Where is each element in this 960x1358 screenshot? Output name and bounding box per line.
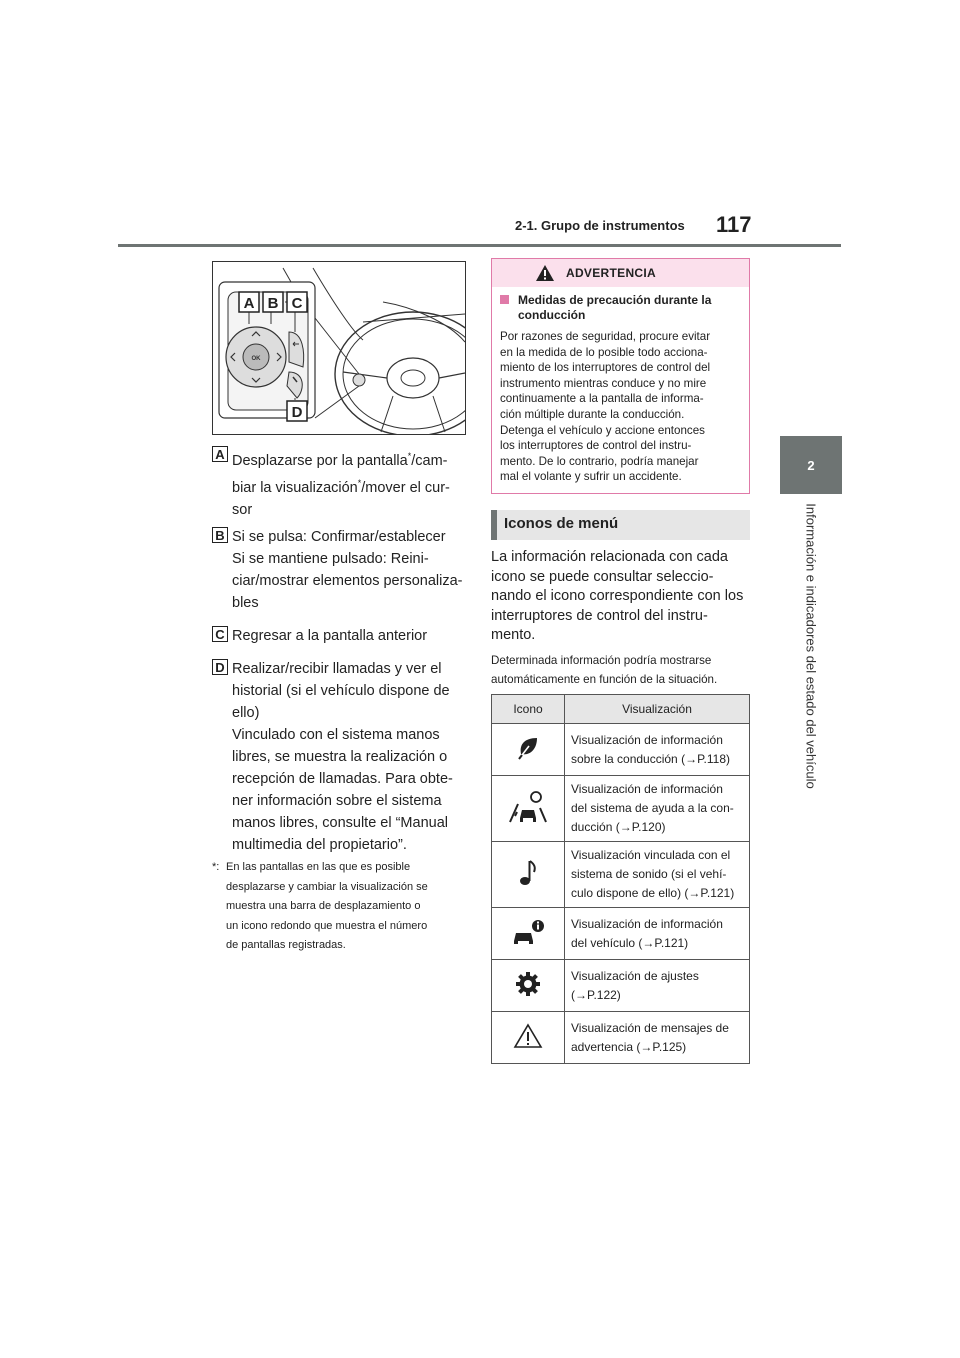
footnote: *: En las pantallas en las que es posible desplazarse y cambiar la visualización se muestra una barra de desplazamiento o un icono redondo que muestra el número de pantallas registradas. bbox=[212, 858, 474, 956]
header-divider bbox=[118, 244, 841, 247]
callout-a: A bbox=[243, 295, 255, 312]
gear-icon bbox=[515, 971, 541, 997]
warning-title: ADVERTENCIA bbox=[566, 266, 656, 280]
menu-icons-table bbox=[491, 694, 750, 1064]
label-b: B bbox=[212, 527, 228, 543]
label-a: A bbox=[212, 446, 228, 462]
item-d-description: Realizar/recibir llamadas y ver el historial (si el vehículo dispone de ello) Vinculado con el sistema manos libres, se muestra la realización o recepción de llamadas. Para obte- ner información sobre el sistema manos libres, consulte el “Manual multimedia del propietario”. bbox=[232, 661, 453, 853]
callout-b: B bbox=[267, 295, 279, 312]
item-c-description: Regresar a la pantalla anterior bbox=[232, 628, 428, 644]
callout-c: C bbox=[291, 295, 303, 312]
warning-box bbox=[491, 258, 750, 494]
warning-subtitle: Medidas de precaución durante la conducción bbox=[500, 293, 740, 323]
menu-intro: La información relacionada con cada icono se puede consultar seleccio- nando el icono correspondiente con los interruptores de control del instru- mento. bbox=[491, 549, 744, 643]
section-title: 2-1. Grupo de instrumentos bbox=[515, 218, 685, 233]
table-row: Visualización de información del sistema de ayuda a la con- ducción (→P.120) bbox=[492, 776, 750, 842]
table-header-row bbox=[492, 695, 750, 724]
leaf-icon bbox=[517, 736, 539, 760]
label-c: C bbox=[212, 626, 228, 642]
ok-label: OK bbox=[251, 356, 261, 362]
footnote-mark: *: bbox=[212, 861, 220, 873]
vehicle-info-icon bbox=[511, 919, 545, 945]
table-row: Visualización de mensajes de advertencia (→P.125) bbox=[492, 1012, 750, 1064]
table-row: Visualización de información sobre la conducción (→P.118) bbox=[492, 724, 750, 776]
table-row: Visualización de ajustes (→P.122) bbox=[492, 960, 750, 1012]
bullet-square-icon bbox=[500, 295, 509, 304]
warning-body: Por razones de seguridad, procure evitar en la medida de lo posible todo acciona- miento de los interruptores de control del instrumento mientras conduce y no mire continuamente a la pantalla de informa- ción múltiple durante la conducción. Detenga el vehículo y accione entonces los interruptores de control del instru- mento. De lo contrario, podría manejar mal el volante y sufrir un accidente. bbox=[500, 330, 711, 484]
column-header-display: Visualización bbox=[565, 695, 750, 724]
menu-icons-heading: Iconos de menú bbox=[491, 510, 750, 540]
page-number: 117 bbox=[716, 212, 752, 237]
warning-header bbox=[492, 259, 749, 287]
column-header-icon: Icono bbox=[492, 695, 565, 724]
warning-triangle-icon bbox=[513, 1023, 543, 1049]
steering-wheel-icon bbox=[213, 262, 466, 435]
chapter-tab: 2 bbox=[780, 436, 842, 494]
music-note-icon bbox=[518, 859, 538, 887]
table-row: Visualización vinculada con el sistema de sonido (si el vehí- culo dispone de ello) (→P.121) bbox=[492, 842, 750, 908]
menu-note: Determinada información podría mostrarse automáticamente en función de la situación. bbox=[491, 654, 718, 686]
item-b-description: Si se pulsa: Confirmar/establecer Si se mantiene pulsado: Reini- ciar/mostrar elementos personaliza- bles bbox=[232, 529, 463, 611]
warning-triangle-icon bbox=[535, 264, 555, 282]
item-a-description: Desplazarse por la pantalla*/cam- biar la visualización*/mover el cur- sor bbox=[232, 451, 450, 518]
steering-switch-illustration bbox=[212, 261, 466, 435]
table-row: Visualización de información del vehículo (→P.121) bbox=[492, 908, 750, 960]
label-d: D bbox=[212, 659, 228, 675]
driving-assist-icon bbox=[508, 790, 548, 824]
chapter-title: Información e indicadores del estado del vehículo bbox=[803, 503, 819, 789]
callout-d: D bbox=[291, 404, 303, 421]
